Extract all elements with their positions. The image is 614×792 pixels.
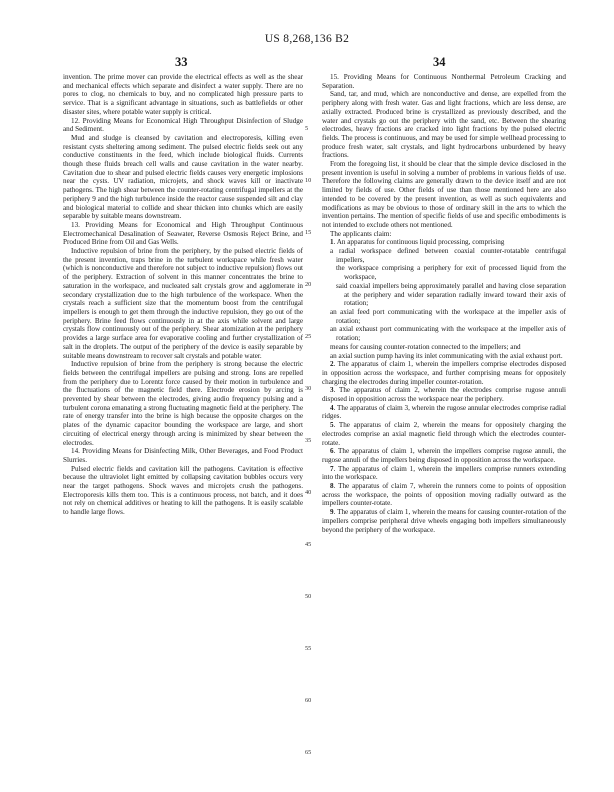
line-number: 25 bbox=[305, 333, 312, 340]
claim-number: 1 bbox=[330, 238, 334, 247]
paragraph: Sand, tar, and mud, which are nonconductive and dense, are expelled from the periphery along with fresh water. Gas and light fractions, which are less dense, are axially extracted. Produced brine is crystallized as previously described, and the water and crystals go out the periphery with the sand, etc. Between the shearing electrodes, heavy fractions are cracked into light fractions by the pulsed electric fields. The process is continuous, and may be used for simple wellhead processing to produce fresh water, salt crystals, and light hydrocarbons unburdened by heavy fractions. bbox=[322, 90, 566, 160]
claim: 8. The apparatus of claim 7, wherein the runners come to points of opposition across the workspace, the points of opposition moving radially outward as the impellers counter-rotate. bbox=[322, 482, 566, 508]
claim-1-element: said coaxial impellers being approximately parallel and having close separation at the periphery and wider separation radially inward toward their axis of rotation; bbox=[336, 281, 566, 308]
line-number: 60 bbox=[305, 697, 312, 704]
right-column-number: 34 bbox=[433, 55, 446, 69]
claim-1-element: an axial suction pump having its inlet communicating with the axial exhaust port. bbox=[330, 351, 563, 360]
claim-number: 8 bbox=[330, 482, 334, 491]
claim: 2. The apparatus of claim 1, wherein the impellers comprise electrodes disposed in opposition across the workspace, and further comprising means for oppositely charging the electrodes during impeller counter-rotation. bbox=[322, 360, 566, 386]
claim-1-element: an axial feed port communicating with the workspace at the impeller axis of rotation; bbox=[330, 307, 566, 325]
line-number: 30 bbox=[305, 385, 312, 392]
left-column bbox=[63, 73, 303, 517]
paragraph: Inductive repulsion of brine from the periphery, by the pulsed electric fields of the present invention, traps brine in the turbulent workspace while fresh water (which is nonconductive and therefore not subject to inductive repulsion) flows out of the periphery. Extraction of solvent in this manner concentrates the brine to saturation in the workspace, and nucleated salt crystals grow and agglomerate in secondary crystallization due to the high turbulence of the workspace. When the crystals reach a sufficient size that the momentum boost from the centrifugal impellers is enough to get them through the inductive repulsion, they go out of the periphery. Brine feed flows continuously in at the axis while solvent and large crystals flow continuously out of the periphery. Shear atomization at the periphery provides a large surface area for evaporative cooling and further crystallization of salt in the droplets. The output of the periphery of the device is easily separable by suitable means downstream to recover salt crystals and potable water. bbox=[63, 247, 303, 360]
line-number: 50 bbox=[305, 593, 312, 600]
claim-number: 4 bbox=[330, 403, 334, 412]
section-heading: 14. Providing Means for Disinfecting Milk, Other Beverages, and Food Product Slurries. bbox=[63, 447, 303, 464]
paragraph: Pulsed electric fields and cavitation kill the pathogens. Cavitation is effective because the ultraviolet light emitted by collapsing cavitation bubbles occurs very near the target pathogens. Shock waves and microjets crush the pathogens. Electroporesis kills them too. This is a continuous process, not batch, and it does not rely on chemical additives or heating to kill the pathogens. It is easily scalable to handle large flows. bbox=[63, 464, 303, 517]
section-heading: 13. Providing Means for Economical and High Throughput Continuous Electromechanical Desalination of Seawater, Reverse Osmosis Reject Brine, and Produced Brine from Oil and Gas Wells. bbox=[63, 220, 303, 247]
claim-number: 7 bbox=[330, 464, 334, 473]
patent-number: US 8,268,136 B2 bbox=[264, 33, 350, 45]
section-heading: 12. Providing Means for Economical High Throughput Disinfection of Sludge and Sediment. bbox=[63, 116, 303, 134]
line-number: 35 bbox=[305, 437, 312, 444]
claim-number: 2 bbox=[330, 360, 334, 369]
claim: 4. The apparatus of claim 3, wherein the rugose annular electrodes comprise radial ridges. bbox=[322, 403, 566, 421]
claim-number: 5 bbox=[330, 421, 334, 430]
paragraph: Mud and sludge is cleansed by cavitation and electroporesis, killing even resistant cysts sheltering among sediment. The pulsed electric fields seek out any conductive constituents in the feed, which include biological fluids. Currents though these fluids breach cell walls and cause cavitation in the water nearby. Cavitation due to shear and pulsed electric fields causes very energetic implosions near the cysts. UV radiation, microjets, and shock waves kill or inactivate pathogens. The high shear between the counter-rotating centrifugal impellers at the periphery 9 and the high turbulence inside the reactor cause suspended silt and clay and biological material to collide and shear thicken into chunks which are easily separable by suitable means downstream. bbox=[63, 133, 303, 221]
line-number: 5 bbox=[305, 125, 309, 132]
line-number: 15 bbox=[305, 229, 312, 236]
section-heading: 15. Providing Means for Continuous Nonthermal Petroleum Cracking and Separation. bbox=[322, 73, 566, 90]
line-number: 45 bbox=[305, 541, 312, 548]
claims-intro: The applicants claim: bbox=[330, 229, 392, 238]
claim-1-lead: 1. An apparatus for continuous liquid processing, comprising bbox=[330, 238, 505, 247]
paragraph: From the foregoing list, it should be clear that the simple device disclosed in the present invention is useful in solving a number of problems in various fields of use. Therefore the following claims are generally drawn to the device itself and are not limited by fields of use. Other fields of use than those mentioned here are also intended to be covered by the present invention, as well as such equivalents and modifications as may be obvious to those of ordinary skill in the arts to which the invention pertains. The mention of specific fields of use and specific embodiments is not intended to exclude others not mentioned. bbox=[322, 160, 566, 229]
claim: 5. The apparatus of claim 2, wherein the means for oppositely charging the electrodes comprise an axial magnetic field through which the electrodes counter-rotate. bbox=[322, 421, 566, 447]
line-number-gutter bbox=[303, 73, 321, 773]
line-number: 55 bbox=[305, 645, 312, 652]
paragraph: Inductive repulsion of brine from the periphery is strong because the electric fields between the centrifugal impellers are pulsing and strong. Ions are repelled from the periphery due to Lorentz force caused by their motion in turbulence and the fluctuations of the magnetic field there. Electrode erosion by arcing is prevented by shear between the electrodes, giving audio frequency pulsing and a turbulent corona emanating a strong fluctuating magnetic field at the periphery. The rate of energy transfer into the brine is high because the opposite charges on the plates of the dynamic capacitor bounding the workspace are large, and short circuiting of electrical energy through arcing is minimized by shear between the electrodes. bbox=[63, 360, 303, 447]
claim: 3. The apparatus of claim 2, wherein the electrodes comprise rugose annuli disposed in opposition across the workspace near the periphery. bbox=[322, 386, 566, 404]
claim-number: 6 bbox=[330, 447, 334, 456]
claim-number: 3 bbox=[330, 386, 334, 395]
line-number: 20 bbox=[305, 281, 312, 288]
claim: 7. The apparatus of claim 1, wherein the impellers comprise runners extending into the workspace. bbox=[322, 464, 566, 482]
claim-1-element: a radial workspace defined between coaxial counter-rotatable centrifugal impellers, bbox=[330, 247, 566, 264]
line-number: 10 bbox=[305, 177, 312, 184]
claim-1-element: means for causing counter-rotation connected to the impellers; and bbox=[330, 342, 521, 351]
left-column-number: 33 bbox=[175, 55, 188, 69]
claim-1-element: an axial exhaust port communicating with the workspace at the impeller axis of rotation; bbox=[330, 325, 566, 343]
line-number: 40 bbox=[305, 489, 312, 496]
paragraph: invention. The prime mover can provide the electrical effects as well as the shear and mechanical effects which separate and disinfect a water supply. There are no pores to clog, no chemicals to buy, and no complicated high pressure parts to service. That is a significant advantage in situations, such as battlefields or other disaster sites, where potable water supply is critical. bbox=[63, 73, 303, 116]
claim: 9. The apparatus of claim 1, wherein the means for causing counter-rotation of the impellers comprise peripheral drive wheels engaging both impellers simultaneously beyond the periphery of the workspace. bbox=[322, 508, 566, 534]
line-number: 65 bbox=[305, 749, 312, 756]
claim: 6. The apparatus of claim 1, wherein the impellers comprise rugose annuli, the rugose annuli of the impellers being disposed in opposition across the workspace. bbox=[322, 447, 566, 464]
right-column bbox=[322, 73, 566, 534]
claim-1-element: the workspace comprising a periphery for exit of processed liquid from the workspace, bbox=[336, 264, 566, 282]
claim-number: 9 bbox=[330, 508, 334, 517]
